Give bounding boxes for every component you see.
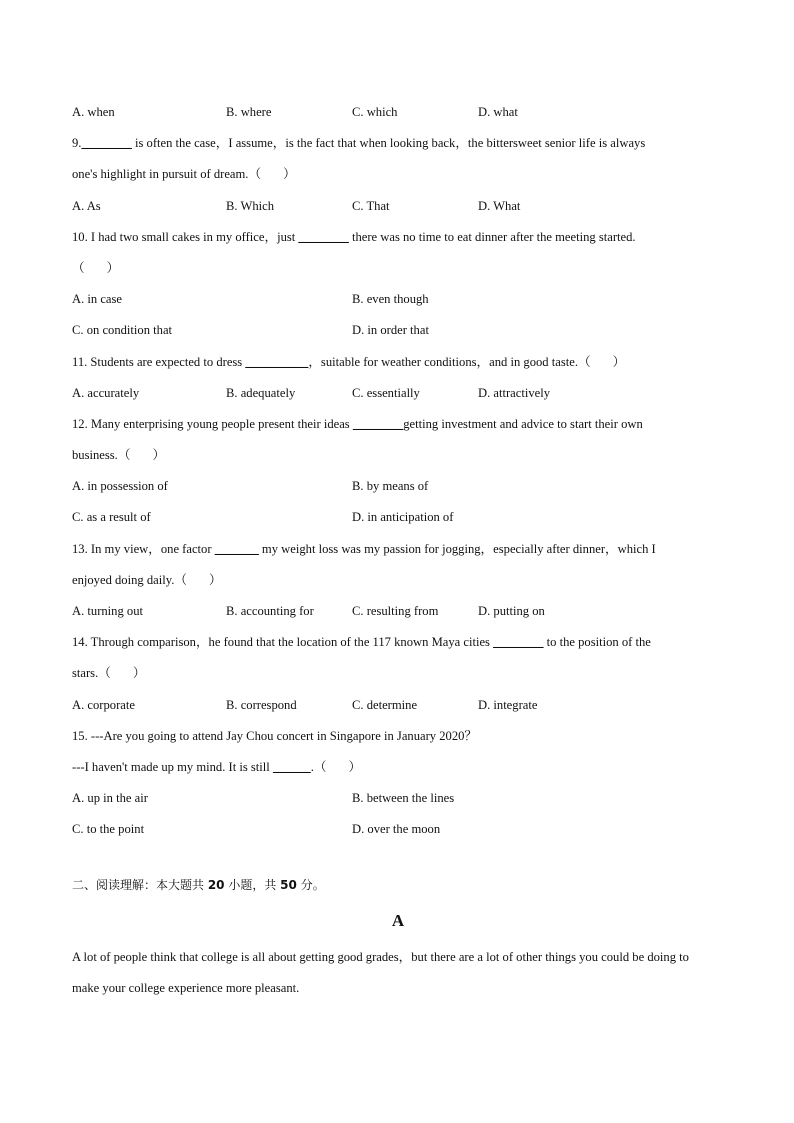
q15-option-a: A. up in the air xyxy=(72,791,148,806)
q11-answer-paren: （ ） xyxy=(577,354,626,369)
q9-option-b: B. Which xyxy=(226,198,275,213)
q10-blank: ________ xyxy=(298,229,349,244)
q10-number: 10. xyxy=(72,229,88,244)
q14-text-before: Through comparison，he found that the location of the 117 known Maya cities xyxy=(87,635,494,650)
passage-paragraph: A lot of people think that college is all about getting good grades，but there are a lot of other things you could be doing to make your college experience more pleasant. xyxy=(72,949,689,995)
q9-option-a: A. As xyxy=(72,198,101,213)
q11-option-b: B. adequately xyxy=(226,385,296,400)
q10-option-d: D. in order that xyxy=(352,323,429,338)
q14-text-after: to the position of the xyxy=(543,635,651,650)
q13-text-before: In my view，one factor xyxy=(87,541,215,556)
q12-number: 12. xyxy=(72,416,88,431)
q12-options-row1 xyxy=(72,476,722,507)
q8-options xyxy=(72,102,722,133)
q11-options xyxy=(72,383,722,414)
q11-option-a: A. accurately xyxy=(72,385,140,400)
section-total-score: 50 xyxy=(280,877,297,892)
q11-option-c: C. essentially xyxy=(352,385,420,400)
q15-options-row1 xyxy=(72,788,722,819)
q12-option-b: B. by means of xyxy=(352,479,429,494)
q14-blank: ________ xyxy=(493,635,544,650)
q9-number: 9. xyxy=(72,136,82,151)
q9-text-line2: one's highlight in pursuit of dream. xyxy=(72,167,249,182)
q14-text-line2: stars. xyxy=(72,666,99,681)
q11-option-d: D. attractively xyxy=(478,385,551,400)
q12-text-before: Many enterprising young people present their ideas xyxy=(87,416,353,431)
passage-title: A xyxy=(391,910,405,930)
q9-stem-line2 xyxy=(72,164,722,195)
q13-stem xyxy=(72,539,722,570)
q13-blank: _______ xyxy=(214,541,259,556)
q13-number: 13. xyxy=(72,541,88,556)
q15-stem-line2 xyxy=(72,757,722,788)
q10-answer-paren: （ ） xyxy=(72,260,120,275)
q8-option-b: B. where xyxy=(226,105,272,119)
q8-option-a: A. when xyxy=(72,105,115,119)
q15-blank: ______ xyxy=(272,759,311,774)
q13-option-a: A. turning out xyxy=(72,604,144,618)
section-heading-suffix: 分。 xyxy=(296,877,325,892)
q12-text-line2: business. xyxy=(72,448,118,463)
q10-text-after: there was no time to eat dinner after the meeting started. xyxy=(348,229,636,244)
q14-option-d: D. integrate xyxy=(478,697,538,712)
q9-stem xyxy=(72,133,722,164)
q15-option-b: B. between the lines xyxy=(352,791,455,806)
q12-options-row2 xyxy=(72,507,722,538)
q15-dialogue-period: . xyxy=(310,759,314,774)
q14-option-c: C. determine xyxy=(352,697,418,712)
q15-stem xyxy=(72,726,722,757)
q14-stem-line2 xyxy=(72,663,722,694)
q15-options-row2 xyxy=(72,819,722,850)
q13-option-d: D. putting on xyxy=(478,604,545,618)
section-heading-prefix: 二、阅读理解：本大题共 xyxy=(72,877,208,892)
q13-option-c: C. resulting from xyxy=(352,604,439,618)
q12-blank: ________ xyxy=(352,416,404,431)
q15-option-c: C. to the point xyxy=(72,822,145,837)
q10-options-row1 xyxy=(72,289,722,320)
q9-options xyxy=(72,196,722,227)
q10-option-a: A. in case xyxy=(72,292,123,307)
q8-option-d: D. what xyxy=(478,105,518,119)
section-question-count: 20 xyxy=(207,877,225,892)
section-heading xyxy=(72,875,722,906)
q12-stem xyxy=(72,414,722,445)
q11-text-after: ，suitable for weather conditions，and in good taste. xyxy=(308,354,578,369)
q15-answer-paren: （ ） xyxy=(313,759,362,774)
q13-stem-line2 xyxy=(72,570,722,601)
q14-stem xyxy=(72,632,722,663)
q14-number: 14. xyxy=(72,635,88,650)
q9-option-c: C. That xyxy=(352,198,390,213)
q13-text-after: my weight loss was my passion for jogging，especially after dinner，which I xyxy=(258,541,656,556)
q13-option-b: B. accounting for xyxy=(226,604,314,618)
section-gap xyxy=(72,851,722,875)
q14-answer-paren: （ ） xyxy=(98,666,146,681)
q8-option-c: C. which xyxy=(352,105,398,119)
q9-text: is often the case，I assume，is the fact that when looking back，the bittersweet senior life is always xyxy=(131,136,646,151)
q13-options xyxy=(72,601,722,632)
q11-text-before: Students are expected to dress xyxy=(87,354,246,369)
q15-dialogue-line2: ---I haven't made up my mind. It is still xyxy=(72,759,273,774)
q12-text-after: getting investment and advice to start their own xyxy=(403,416,643,431)
q11-stem xyxy=(72,352,722,383)
q15-number: 15. xyxy=(72,728,88,743)
q10-option-c: C. on condition that xyxy=(72,323,173,338)
q11-blank: __________ xyxy=(245,354,309,369)
q10-text-before: I had two small cakes in my office，just xyxy=(87,229,299,244)
q9-blank: ________ xyxy=(81,136,132,151)
q14-options xyxy=(72,695,722,726)
q12-option-c: C. as a result of xyxy=(72,510,151,525)
q10-stem-line2 xyxy=(72,258,722,289)
q12-option-a: A. in possession of xyxy=(72,479,168,494)
q9-answer-paren: （ ） xyxy=(248,167,296,182)
q10-options-row2 xyxy=(72,320,722,351)
q13-text-line2: enjoyed doing daily. xyxy=(72,572,175,587)
q15-dialogue-line1: ---Are you going to attend Jay Chou concert in Singapore in January 2020？ xyxy=(87,728,478,743)
q14-option-a: A. corporate xyxy=(72,697,135,712)
q15-option-d: D. over the moon xyxy=(352,822,441,837)
q13-answer-paren: （ ） xyxy=(174,572,222,587)
question-list xyxy=(72,102,722,1004)
q10-stem xyxy=(72,227,722,258)
section-heading-middle: 小题，共 xyxy=(224,877,281,892)
q9-option-d: D. What xyxy=(478,198,521,213)
q14-option-b: B. correspond xyxy=(226,697,297,712)
q12-stem-line2 xyxy=(72,445,722,476)
q12-answer-paren: （ ） xyxy=(117,448,166,463)
q11-number: 11. xyxy=(72,354,88,369)
q12-option-d: D. in anticipation of xyxy=(352,510,454,525)
q10-option-b: B. even though xyxy=(352,292,429,307)
